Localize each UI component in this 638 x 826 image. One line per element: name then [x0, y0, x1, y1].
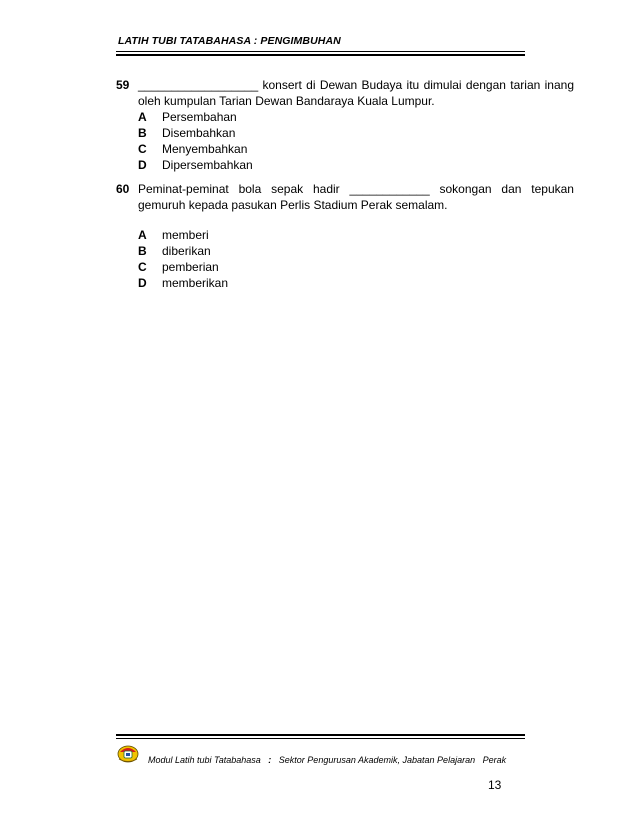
- question-number: 60: [116, 182, 130, 196]
- option-list: [138, 109, 574, 173]
- option-text: Menyembahkan: [162, 142, 248, 156]
- option-a: [138, 227, 574, 243]
- option-letter: C: [138, 260, 147, 274]
- option-letter: D: [138, 276, 147, 290]
- footer-text: [148, 755, 506, 765]
- state-crest-icon: [117, 742, 139, 764]
- option-text: memberikan: [162, 276, 229, 290]
- option-letter: B: [138, 126, 147, 140]
- option-text: pemberian: [162, 260, 219, 274]
- footer-sector-name: Sektor Pengurusan Akademik, Jabatan Pelajaran Perak: [278, 755, 507, 765]
- option-b: [138, 125, 574, 141]
- option-letter: C: [138, 142, 147, 156]
- option-letter: B: [138, 244, 147, 258]
- question-60: [116, 181, 574, 291]
- option-letter: D: [138, 158, 147, 172]
- answer-blank: __________________: [138, 78, 259, 92]
- page-number: 13: [488, 778, 502, 792]
- option-letter: A: [138, 110, 147, 124]
- footer-rule-thick: [116, 734, 525, 736]
- option-letter: A: [138, 228, 147, 242]
- question-text-after: sokongan dan tepukan gemuruh kepada pasukan Perlis Stadium Perak semalam.: [138, 182, 574, 212]
- option-text: memberi: [162, 228, 209, 242]
- option-d: [138, 275, 574, 291]
- option-c: [138, 259, 574, 275]
- answer-blank: ____________: [349, 182, 430, 196]
- question-stem: [138, 77, 574, 109]
- footer-module-name: Modul Latih tubi Tatabahasa: [148, 755, 261, 765]
- question-text-before: Peminat-peminat bola sepak hadir: [138, 182, 340, 196]
- header-title: LATIH TUBI TATABAHASA : PENGIMBUHAN: [118, 35, 341, 47]
- option-b: [138, 243, 574, 259]
- question-59: [116, 77, 574, 173]
- option-text: Dipersembahkan: [162, 158, 253, 172]
- option-text: Persembahan: [162, 110, 237, 124]
- footer-rule-thin: [116, 738, 525, 739]
- question-number: 59: [116, 78, 130, 92]
- option-c: [138, 141, 574, 157]
- option-d: [138, 157, 574, 173]
- question-text: konsert di Dewan Budaya itu dimulai dengan tarian inang oleh kumpulan Tarian Dewan Bandaraya Kuala Lumpur.: [138, 78, 574, 108]
- option-text: diberikan: [162, 244, 211, 258]
- option-text: Disembahkan: [162, 126, 236, 140]
- footer-separator: :: [268, 755, 272, 765]
- header-rule-thin: [116, 51, 525, 52]
- header-rule-thick: [116, 54, 525, 56]
- question-stem: [138, 181, 574, 213]
- option-list: [138, 227, 574, 291]
- option-a: [138, 109, 574, 125]
